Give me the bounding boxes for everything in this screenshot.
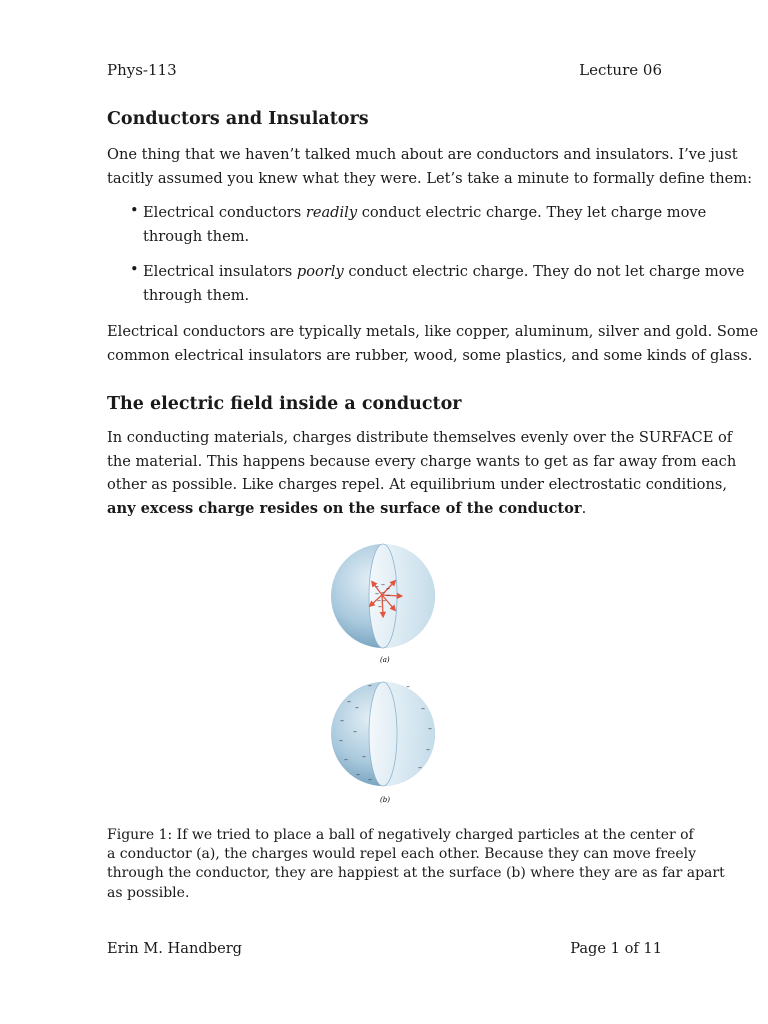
- section-title-electric-field: The electric field inside a conductor: [107, 394, 462, 414]
- figure-label-a: (a): [380, 656, 390, 664]
- header-course: Phys-113: [107, 61, 177, 79]
- svg-text:–: –: [418, 763, 422, 772]
- svg-text:–: –: [382, 596, 386, 605]
- svg-text:–: –: [362, 752, 366, 761]
- svg-text:–: –: [406, 682, 410, 691]
- caption-line-4: as possible.: [107, 884, 190, 901]
- intro-paragraph: [107, 143, 753, 190]
- footer-page-number: Page 1 of 11: [570, 940, 662, 957]
- svg-text:–: –: [355, 703, 359, 712]
- caption-line-2: a conductor (a), the charges would repel each other. Because they can move freely: [107, 846, 697, 863]
- section-title-conductors: Conductors and Insulators: [107, 109, 369, 129]
- svg-text:–: –: [377, 596, 381, 605]
- field-paragraph: [107, 426, 737, 520]
- bullet2-line-2: through them.: [143, 286, 250, 304]
- svg-text:–: –: [428, 724, 432, 733]
- field-bold-statement: any excess charge resides on the surface of the conductor: [107, 499, 582, 517]
- svg-text:–: –: [368, 775, 372, 784]
- svg-text:–: –: [426, 745, 430, 754]
- bullet-dot-2: •: [130, 261, 139, 278]
- figure-label-b: (b): [380, 796, 390, 804]
- bullet1-emphasis: readily: [305, 204, 358, 221]
- caption-line-3: through the conductor, they are happiest at the surface (b) where they are as far apart: [107, 865, 725, 882]
- sphere-b: [331, 681, 435, 804]
- svg-text:–: –: [347, 697, 351, 706]
- svg-text:–: –: [386, 584, 390, 593]
- figure-charged-spheres: [320, 538, 450, 810]
- bullet1-pre: Electrical conductors: [143, 204, 306, 221]
- svg-text:–: –: [375, 589, 379, 598]
- field-line-4: [107, 497, 662, 521]
- bullet1-post: conduct electric charge. They let charge move: [357, 204, 707, 221]
- field-line-2: the material. This happens because every charge wants to get as far away from each: [107, 452, 737, 470]
- bullet2-line-1: [143, 260, 745, 284]
- svg-text:–: –: [421, 704, 425, 713]
- svg-text:–: –: [378, 602, 382, 611]
- svg-text:–: –: [381, 588, 385, 597]
- bullet-conductors: [143, 201, 707, 248]
- caption-line-1: Figure 1: If we tried to place a ball of negatively charged particles at the center of: [107, 827, 694, 843]
- bullet1-line-2: through them.: [143, 227, 250, 245]
- field-bold-tail: .: [581, 499, 587, 517]
- svg-text:–: –: [356, 770, 360, 779]
- svg-text:–: –: [375, 582, 379, 591]
- bullet-dot-1: •: [130, 202, 139, 219]
- svg-text:–: –: [353, 727, 357, 736]
- header-lecture: Lecture 06: [579, 61, 662, 79]
- svg-text:–: –: [381, 580, 385, 589]
- field-line-1: In conducting materials, charges distribute themselves evenly over the SURFACE of: [107, 429, 733, 446]
- bullet-insulators: [143, 260, 745, 307]
- footer-author: Erin M. Handberg: [107, 940, 243, 957]
- sphere-a: [331, 544, 435, 664]
- figure-caption: [107, 826, 725, 903]
- examples-line-2: common electrical insulators are rubber, wood, some plastics, and some kinds of glass.: [107, 346, 753, 364]
- bullet1-line-1: [143, 201, 707, 225]
- bullet2-emphasis: poorly: [296, 263, 344, 280]
- examples-paragraph: [107, 320, 759, 367]
- field-line-3: other as possible. Like charges repel. At equilibrium under electrostatic conditions,: [107, 476, 727, 493]
- svg-text:–: –: [368, 681, 372, 690]
- svg-text:–: –: [340, 716, 344, 725]
- bullet2-pre: Electrical insulators: [143, 263, 297, 280]
- intro-line-2: tacitly assumed you knew what they were. Let’s take a minute to formally define them:: [107, 169, 753, 187]
- bullet2-post: conduct electric charge. They do not let charge move: [343, 263, 745, 280]
- examples-line-1: Electrical conductors are typically metals, like copper, aluminum, silver and gold. Some: [107, 323, 759, 340]
- svg-text:–: –: [344, 755, 348, 764]
- svg-text:–: –: [339, 736, 343, 745]
- sphere-b-cutaway: [369, 682, 435, 786]
- svg-text:–: –: [386, 591, 390, 600]
- intro-line-1: One thing that we haven’t talked much about are conductors and insulators. I’ve just: [107, 146, 738, 163]
